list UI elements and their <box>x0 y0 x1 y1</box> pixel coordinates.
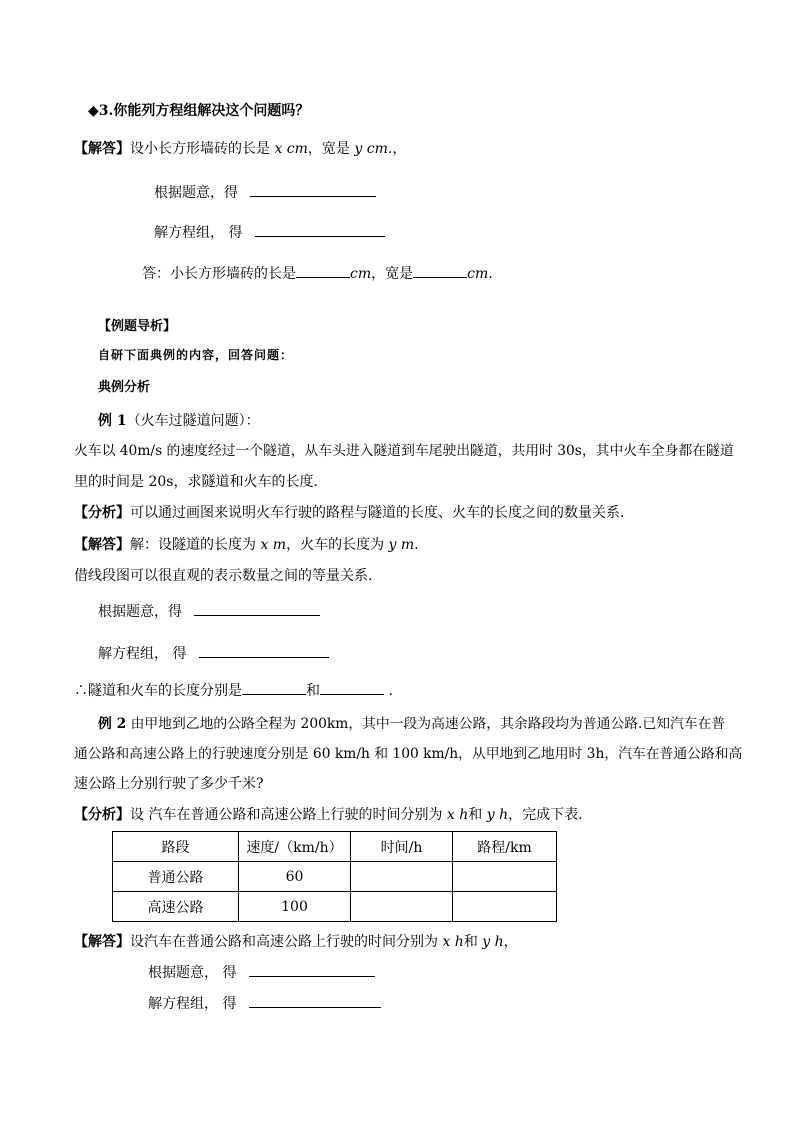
table-header: 时间/h <box>351 832 453 862</box>
table-row <box>113 892 557 922</box>
unit-cm-end: cm. <box>467 266 493 282</box>
eq-label: 根据题意， 得 <box>148 965 237 981</box>
var-x: x cm <box>274 141 308 157</box>
q3-answer-line <box>74 139 406 159</box>
var-x: x m <box>260 537 287 553</box>
speed-table <box>112 831 557 922</box>
example-1-equation-line <box>98 601 320 622</box>
eq-label: 根据题意，得 <box>98 604 182 620</box>
conclusion-text: ∴隧道和火车的长度分别是 <box>74 683 242 699</box>
var-y: y m. <box>388 537 419 553</box>
blank-tunnel-length[interactable] <box>242 680 306 695</box>
example-1-text-1: 火车以 40m/s 的速度经过一个隧道，从车头进入隧道到车尾驶出隧道，共用时 30s，其中火车全身都在隧道 <box>74 443 734 459</box>
example-1-conclusion <box>74 680 393 701</box>
blank-solution[interactable] <box>249 993 381 1008</box>
solve-label: 解方程组， 得 <box>98 646 187 662</box>
table-row <box>113 862 557 892</box>
q3-equation-line <box>154 182 376 203</box>
answer-tag: 【解答】 <box>74 934 130 950</box>
example-2-text: 由甲地到乙地的公路全程为 200km，其中一段为高速公路，其余路段均为普通公路.已知汽车在普 <box>126 716 726 732</box>
answer-text-b: ，火车的长度为 <box>286 537 389 553</box>
example-1-answer <box>74 535 419 555</box>
blank-width[interactable] <box>413 263 467 278</box>
example-1-text-2: 里的时间是 20s，求隧道和火车的长度. <box>74 474 318 490</box>
section-title: 【例题导析】 <box>98 319 177 334</box>
example-1-solve-line <box>98 643 329 664</box>
var-y: y cm. <box>354 141 393 157</box>
var-x: x h <box>446 807 469 823</box>
q3-answer-text-c: ， <box>392 141 407 157</box>
table-cell: 60 <box>239 862 351 892</box>
table-cell-input[interactable] <box>351 892 453 922</box>
table-cell: 100 <box>239 892 351 922</box>
analysis-text: 可以通过画图来说明火车行驶的路程与隧道的长度、火车的长度之间的数量关系. <box>130 505 625 521</box>
answer-tag: 【解答】 <box>74 141 130 157</box>
example-1-title: （火车过隧道问题）： <box>126 413 260 429</box>
blank-solution[interactable] <box>255 222 385 237</box>
blank-equation[interactable] <box>249 962 375 977</box>
example-1-analysis <box>74 503 624 523</box>
section-subtitle: 典例分析 <box>98 380 151 395</box>
var-y: y h <box>486 807 509 823</box>
blank-solution[interactable] <box>199 643 329 658</box>
answer-and: 和 <box>463 934 483 950</box>
answer-end: ， <box>503 934 518 950</box>
table-cell: 普通公路 <box>113 862 239 892</box>
question-3: ◆3.你能列方程组解决这个问题吗？ <box>88 103 310 119</box>
unit-cm: cm <box>350 266 372 282</box>
blank-train-length[interactable] <box>320 680 384 695</box>
example-2-solve-line <box>148 993 381 1014</box>
blank-equation[interactable] <box>194 601 320 616</box>
blank-equation[interactable] <box>250 182 376 197</box>
var-x: x h <box>442 934 464 950</box>
example-2-text-1 <box>98 714 725 734</box>
conclusion-text: 答：小长方形墙砖的长是 <box>142 266 296 282</box>
blank-length[interactable] <box>296 263 350 278</box>
analysis-tag: 【分析】 <box>74 807 130 823</box>
table-header: 路段 <box>113 832 239 862</box>
analysis-text: 设 汽车在普通公路和高速公路上行驶的时间分别为 <box>130 807 447 823</box>
table-header: 速度/（km/h） <box>239 832 351 862</box>
eq-label: 根据题意，得 <box>154 185 238 201</box>
example-2-equation-line <box>148 962 375 983</box>
answer-text: 设汽车在普通公路和高速公路上行驶的时间分别为 <box>130 934 443 950</box>
table-cell-input[interactable] <box>453 862 557 892</box>
analysis-and: 和 <box>468 807 487 823</box>
analysis-tag: 【分析】 <box>74 505 130 521</box>
q3-solve-line <box>154 222 385 243</box>
conclusion-and: 和 <box>306 683 320 699</box>
table-cell: 高速公路 <box>113 892 239 922</box>
example-1-aid: 借线段图可以很直观的表示数量之间的等量关系. <box>74 568 373 584</box>
analysis-text-b: ，完成下表. <box>508 807 583 823</box>
var-y: y h <box>482 934 504 950</box>
solve-label: 解方程组， 得 <box>148 996 237 1012</box>
example-2-text-3: 速公路上分别行驶了多少千米? <box>74 776 264 792</box>
example-2-label: 例 2 <box>98 716 127 732</box>
table-cell-input[interactable] <box>351 862 453 892</box>
conclusion-text-b: ，宽是 <box>371 266 414 282</box>
table-header: 路程/km <box>453 832 557 862</box>
answer-tag: 【解答】 <box>74 537 130 553</box>
solve-label: 解方程组， 得 <box>154 225 243 241</box>
table-header-row <box>113 832 557 862</box>
example-1-label: 例 1 <box>98 413 127 429</box>
table-cell-input[interactable] <box>453 892 557 922</box>
answer-text: 解：设隧道的长度为 <box>130 537 261 553</box>
q3-conclusion-line <box>142 263 493 284</box>
conclusion-end: . <box>384 683 393 699</box>
example-2-analysis <box>74 805 583 825</box>
example-2-text-2: 通公路和高速公路上的行驶速度分别是 60 km/h 和 100 km/h，从甲地到乙地用时 3h，汽车在普通公路和高 <box>74 746 743 762</box>
section-instruction: 自研下面典例的内容，回答问题： <box>98 348 294 362</box>
q3-answer-text: 设小长方形墙砖的长是 <box>130 141 275 157</box>
example-2-answer <box>74 932 518 952</box>
q3-answer-text-b: ，宽是 <box>307 141 355 157</box>
example-1-heading <box>98 411 260 431</box>
